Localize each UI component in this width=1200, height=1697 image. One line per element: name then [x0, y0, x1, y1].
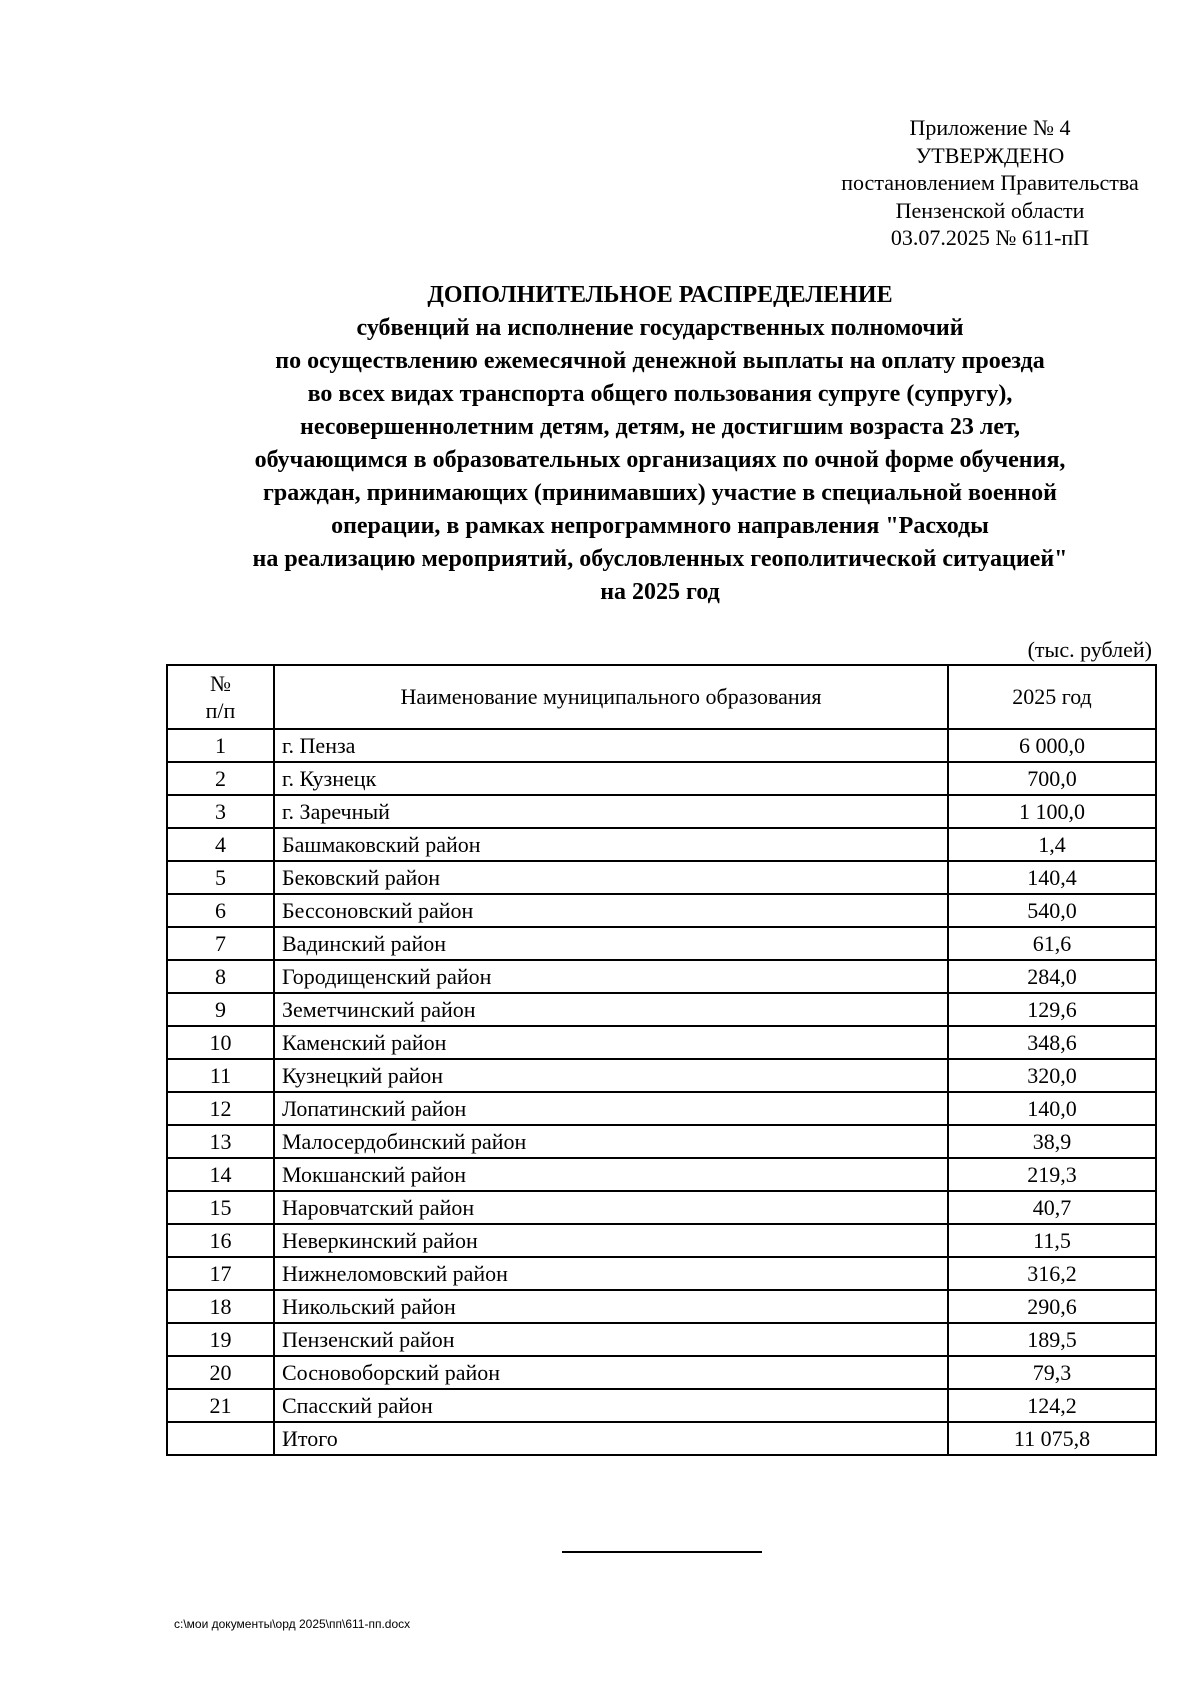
- row-amount: 316,2: [948, 1257, 1156, 1290]
- table-header-row: [167, 665, 1156, 729]
- title-line: во всех видах транспорта общего пользования супруге (супругу),: [307, 381, 1013, 407]
- table-row: [167, 795, 1156, 828]
- row-number: 13: [167, 1125, 274, 1158]
- row-number: 10: [167, 1026, 274, 1059]
- title-line: на 2025 год: [600, 579, 720, 605]
- header-municipality: Наименование муниципального образования: [274, 665, 948, 729]
- row-number: 15: [167, 1191, 274, 1224]
- table-row: [167, 960, 1156, 993]
- title-line: граждан, принимающих (принимавших) участие в специальной военной: [263, 480, 1057, 506]
- unit-label: (тыс. рублей): [1027, 637, 1152, 662]
- appendix-number: Приложение № 4: [909, 115, 1071, 140]
- title-line: операции, в рамках непрограммного направления "Расходы: [331, 513, 989, 539]
- header-year: 2025 год: [948, 665, 1156, 729]
- title-line: на реализацию мероприятий, обусловленных геополитической ситуацией": [252, 546, 1068, 572]
- header-number: [167, 665, 274, 729]
- row-amount: 290,6: [948, 1290, 1156, 1323]
- row-number: 14: [167, 1158, 274, 1191]
- distribution-table: [166, 664, 1157, 1456]
- row-municipality: Бессоновский район: [274, 894, 948, 927]
- row-municipality: Лопатинский район: [274, 1092, 948, 1125]
- table-row: [167, 1224, 1156, 1257]
- total-amount: 11 075,8: [948, 1422, 1156, 1455]
- table-row: [167, 1356, 1156, 1389]
- table-row: [167, 1026, 1156, 1059]
- title-line: обучающимся в образовательных организациях по очной форме обучения,: [254, 447, 1066, 473]
- table-row: [167, 1125, 1156, 1158]
- header-number-symbol: №: [210, 671, 231, 696]
- row-amount: 140,4: [948, 861, 1156, 894]
- approved-stamp: УТВЕРЖДЕНО: [915, 142, 1065, 168]
- row-number: 18: [167, 1290, 274, 1323]
- row-number: 11: [167, 1059, 274, 1092]
- row-number: 17: [167, 1257, 274, 1290]
- row-amount: 38,9: [948, 1125, 1156, 1158]
- row-number: 21: [167, 1389, 274, 1422]
- row-number: 7: [167, 927, 274, 960]
- row-number: 16: [167, 1224, 274, 1257]
- row-number: 2: [167, 762, 274, 795]
- table-row: [167, 993, 1156, 1026]
- table-row: [167, 1389, 1156, 1422]
- row-amount: 189,5: [948, 1323, 1156, 1356]
- row-amount: 79,3: [948, 1356, 1156, 1389]
- approval-authority: постановлением Правительства: [841, 170, 1139, 195]
- table-row: [167, 1059, 1156, 1092]
- row-municipality: г. Кузнецк: [274, 762, 948, 795]
- row-number: 3: [167, 795, 274, 828]
- title-line: ДОПОЛНИТЕЛЬНОЕ РАСПРЕДЕЛЕНИЕ: [427, 282, 893, 308]
- table-row: [167, 1158, 1156, 1191]
- approval-region: Пензенской области: [895, 197, 1085, 223]
- row-municipality: Пензенский район: [274, 1323, 948, 1356]
- table-row: [167, 828, 1156, 861]
- row-number: 6: [167, 894, 274, 927]
- row-amount: 1 100,0: [948, 795, 1156, 828]
- row-amount: 219,3: [948, 1158, 1156, 1191]
- table-row: [167, 894, 1156, 927]
- table-row: [167, 762, 1156, 795]
- total-number: [167, 1422, 274, 1455]
- row-amount: 6 000,0: [948, 729, 1156, 762]
- row-municipality: Неверкинский район: [274, 1224, 948, 1257]
- row-amount: 40,7: [948, 1191, 1156, 1224]
- row-municipality: г. Заречный: [274, 795, 948, 828]
- row-amount: 11,5: [948, 1224, 1156, 1257]
- table-row: [167, 1191, 1156, 1224]
- document-title: [150, 279, 1170, 609]
- title-line: по осуществлению ежемесячной денежной выплаты на оплату проезда: [275, 348, 1045, 374]
- row-municipality: Никольский район: [274, 1290, 948, 1323]
- row-municipality: Мокшанский район: [274, 1158, 948, 1191]
- row-amount: 700,0: [948, 762, 1156, 795]
- table-row: [167, 1290, 1156, 1323]
- row-municipality: Городищенский район: [274, 960, 948, 993]
- table-row: [167, 861, 1156, 894]
- row-amount: 1,4: [948, 828, 1156, 861]
- row-amount: 61,6: [948, 927, 1156, 960]
- row-municipality: Кузнецкий район: [274, 1059, 948, 1092]
- approval-block: [800, 114, 1180, 252]
- row-municipality: Сосновоборский район: [274, 1356, 948, 1389]
- row-municipality: Земетчинский район: [274, 993, 948, 1026]
- row-municipality: Бековский район: [274, 861, 948, 894]
- row-amount: 140,0: [948, 1092, 1156, 1125]
- row-amount: 284,0: [948, 960, 1156, 993]
- total-municipality: Итого: [274, 1422, 948, 1455]
- row-number: 12: [167, 1092, 274, 1125]
- row-number: 1: [167, 729, 274, 762]
- title-line: несовершеннолетним детям, детям, не достигшим возраста 23 лет,: [300, 414, 1020, 440]
- row-municipality: Вадинский район: [274, 927, 948, 960]
- row-number: 4: [167, 828, 274, 861]
- table-total-row: [167, 1422, 1156, 1455]
- table-row: [167, 1257, 1156, 1290]
- table-row: [167, 927, 1156, 960]
- row-amount: 540,0: [948, 894, 1156, 927]
- table-row: [167, 729, 1156, 762]
- row-number: 8: [167, 960, 274, 993]
- table-row: [167, 1092, 1156, 1125]
- end-divider: [562, 1551, 762, 1553]
- row-municipality: Башмаковский район: [274, 828, 948, 861]
- title-line: субвенций на исполнение государственных полномочий: [356, 315, 964, 341]
- row-municipality: Нижнеломовский район: [274, 1257, 948, 1290]
- row-amount: 124,2: [948, 1389, 1156, 1422]
- row-amount: 129,6: [948, 993, 1156, 1026]
- approval-date-number: 03.07.2025 № 611-пП: [890, 225, 1090, 250]
- row-municipality: Малосердобинский район: [274, 1125, 948, 1158]
- table-body: [167, 729, 1156, 1455]
- table-row: [167, 1323, 1156, 1356]
- row-municipality: г. Пенза: [274, 729, 948, 762]
- row-number: 20: [167, 1356, 274, 1389]
- row-number: 19: [167, 1323, 274, 1356]
- row-number: 5: [167, 861, 274, 894]
- row-municipality: Спасский район: [274, 1389, 948, 1422]
- row-number: 9: [167, 993, 274, 1026]
- row-amount: 320,0: [948, 1059, 1156, 1092]
- row-municipality: Каменский район: [274, 1026, 948, 1059]
- file-path: c:\мои документы\орд 2025\пп\611-пп.docx: [174, 1617, 411, 1631]
- row-amount: 348,6: [948, 1026, 1156, 1059]
- row-municipality: Наровчатский район: [274, 1191, 948, 1224]
- header-number-abbr: п/п: [205, 698, 236, 723]
